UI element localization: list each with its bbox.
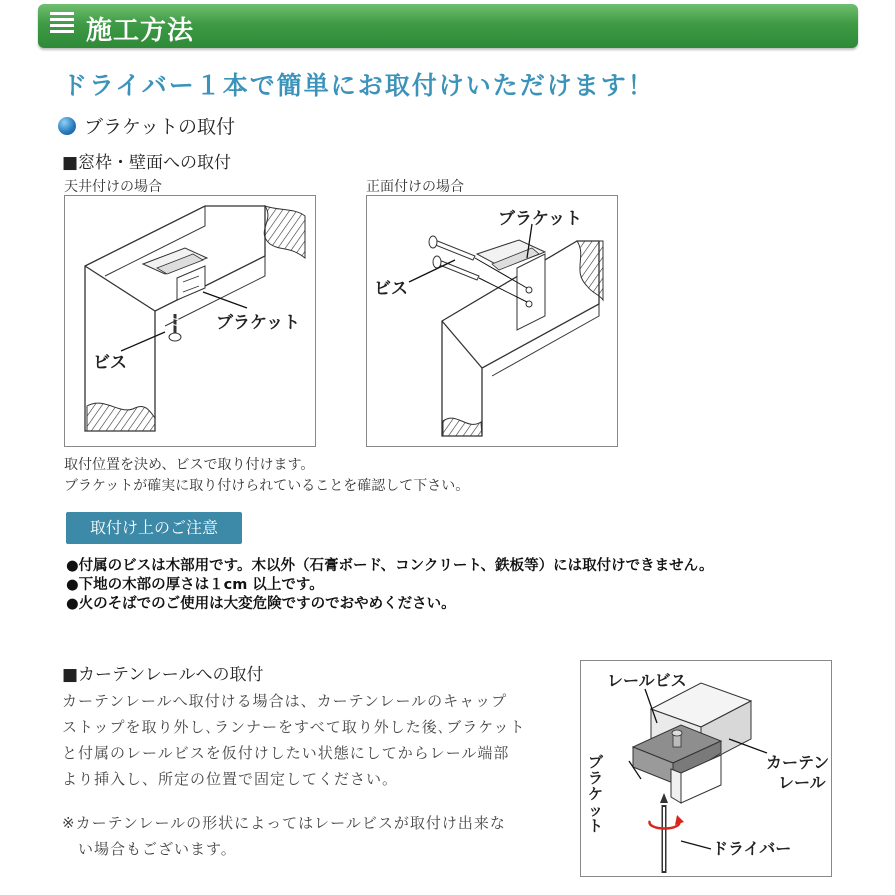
rail-screw-label: レールビス xyxy=(607,671,687,690)
rail-text-line: ストップを取り外し､ランナーをすべて取り外した後､ブラケット xyxy=(62,718,526,736)
fig1-bracket-label: ブラケット xyxy=(216,313,301,333)
rail-note-line: い場合もございます。 xyxy=(78,840,237,858)
notice-item: ●付属のビスは木部用です。木以外（石膏ボード、コンクリート、鉄板等）には取付けできません。 xyxy=(66,558,714,574)
front-mount-figure xyxy=(366,195,618,447)
notice-item: ●下地の木部の厚さは１cm 以上です。 xyxy=(66,577,324,593)
rail-bracket-label: ブラケット xyxy=(588,753,604,835)
rail-text-line: カーテンレールへ取付ける場合は、カーテンレールのキャップ xyxy=(62,692,508,710)
lead-text: ドライバー１本で簡単にお取付けいただけます！ xyxy=(62,71,655,100)
rail-label-2: レール xyxy=(778,773,826,792)
fig1-screw-label: ビス xyxy=(93,353,127,373)
bracket-desc-line: 取付位置を決め、ビスで取り付けます。 xyxy=(64,457,315,473)
bracket-section-title xyxy=(58,112,235,139)
driver-label: ドライバー xyxy=(712,839,792,858)
rail-text-line: と付属のレールビスを仮付けしたい状態にしてからレール端部 xyxy=(62,744,510,762)
notice-badge: 取付け上のご注意 xyxy=(66,512,242,544)
rail-note xyxy=(62,810,542,862)
window-wall-subheading: ■窓枠・壁面への取付 xyxy=(62,153,232,173)
rail-note-line: ※カーテンレールの形状によってはレールビスが取付け出来な xyxy=(62,814,506,832)
rail-subheading: ■カーテンレールへの取付 xyxy=(62,665,264,685)
fig1-caption: 天井付けの場合 xyxy=(64,179,162,195)
bracket-desc xyxy=(64,455,469,497)
fig2-screw-label: ビス xyxy=(374,279,408,299)
rail-label-1: カーテン xyxy=(766,753,830,772)
header-title: 施工方法 xyxy=(86,16,195,46)
fig2-caption: 正面付けの場合 xyxy=(366,179,464,195)
bracket-section-title-text: ブラケットの取付 xyxy=(84,116,236,138)
section-header xyxy=(38,4,858,48)
notice-item: ●火のそばでのご使用は大変危険ですのでおやめください。 xyxy=(66,596,456,612)
bracket-desc-line: ブラケットが確実に取り付けられていることを確認して下さい。 xyxy=(64,478,470,494)
fig2-bracket-label: ブラケット xyxy=(498,209,583,229)
rail-description xyxy=(62,688,542,792)
rail-text-line: より挿入し、所定の位置で固定してください。 xyxy=(62,770,399,788)
bullet-ball-icon xyxy=(58,117,76,135)
list-icon xyxy=(50,12,74,38)
